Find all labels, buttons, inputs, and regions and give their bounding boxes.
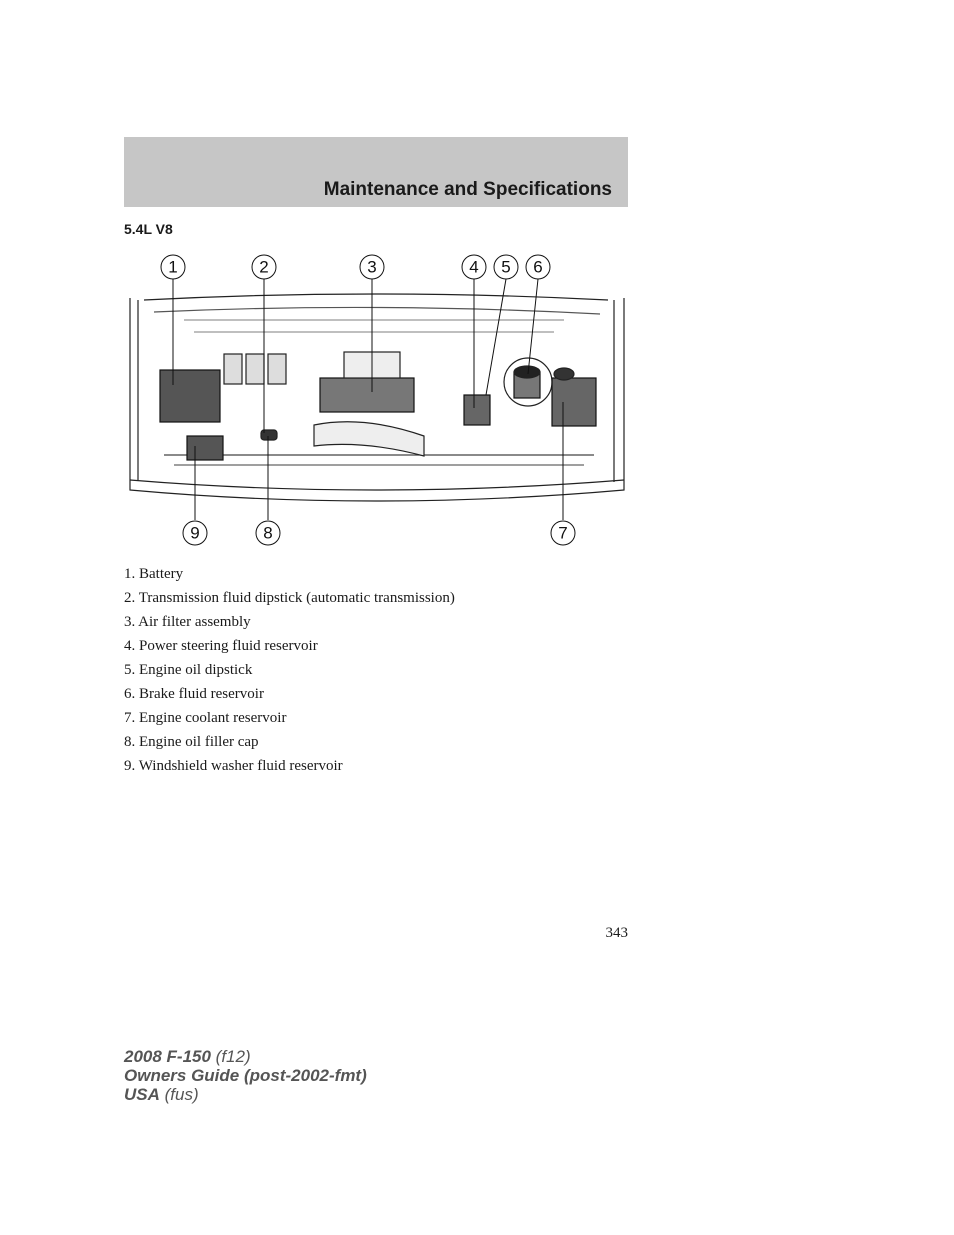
legend-item: 5. Engine oil dipstick bbox=[124, 662, 253, 678]
svg-text:4: 4 bbox=[469, 257, 479, 277]
callout-6 bbox=[526, 255, 550, 279]
callout-7 bbox=[551, 521, 575, 545]
svg-text:1: 1 bbox=[168, 257, 178, 277]
footer-region: USA bbox=[124, 1085, 160, 1104]
engine-compartment-diagram bbox=[124, 250, 628, 550]
svg-text:9: 9 bbox=[190, 523, 200, 543]
page-number: 343 bbox=[605, 925, 628, 941]
footer-guide: Owners Guide (post-2002-fmt) bbox=[124, 1066, 367, 1085]
engine-bay-illustration bbox=[130, 294, 624, 501]
engine-heading: 5.4L V8 bbox=[124, 221, 173, 237]
callout-2 bbox=[252, 255, 276, 279]
svg-text:3: 3 bbox=[367, 257, 377, 277]
section-title: Maintenance and Specifications bbox=[323, 179, 612, 200]
section-header-band bbox=[124, 137, 628, 207]
oil-filler-cap-shape bbox=[261, 430, 277, 440]
callout-1 bbox=[161, 255, 185, 279]
callout-8 bbox=[256, 521, 280, 545]
coolant-reservoir-shape bbox=[552, 378, 596, 426]
svg-text:5: 5 bbox=[501, 257, 511, 277]
callout-4 bbox=[462, 255, 486, 279]
legend-item: 9. Windshield washer fluid reservoir bbox=[124, 758, 343, 774]
power-steering-reservoir-shape bbox=[464, 395, 490, 425]
legend-item: 6. Brake fluid reservoir bbox=[124, 686, 264, 702]
svg-text:2: 2 bbox=[259, 257, 269, 277]
legend-item: 2. Transmission fluid dipstick (automatic transmission) bbox=[124, 590, 455, 606]
legend-item: 4. Power steering fluid reservoir bbox=[124, 638, 318, 654]
washer-reservoir-shape bbox=[187, 436, 223, 460]
footer-model-code: (f12) bbox=[210, 1047, 251, 1066]
legend-item: 7. Engine coolant reservoir bbox=[124, 710, 287, 726]
footer-model: 2008 F-150 bbox=[124, 1047, 211, 1066]
legend-item: 3. Air filter assembly bbox=[124, 614, 251, 630]
callout-5 bbox=[494, 255, 518, 279]
footer-region-code: (fus) bbox=[159, 1085, 199, 1104]
callout-3 bbox=[360, 255, 384, 279]
callout-9 bbox=[183, 521, 207, 545]
document-footer bbox=[124, 1047, 367, 1104]
battery-shape bbox=[160, 370, 220, 422]
legend-item: 8. Engine oil filler cap bbox=[124, 734, 259, 750]
svg-text:6: 6 bbox=[533, 257, 543, 277]
svg-text:8: 8 bbox=[263, 523, 273, 543]
svg-text:7: 7 bbox=[558, 523, 568, 543]
legend-item: 1. Battery bbox=[124, 566, 184, 582]
air-filter-shape bbox=[320, 378, 414, 412]
component-legend bbox=[124, 564, 455, 780]
